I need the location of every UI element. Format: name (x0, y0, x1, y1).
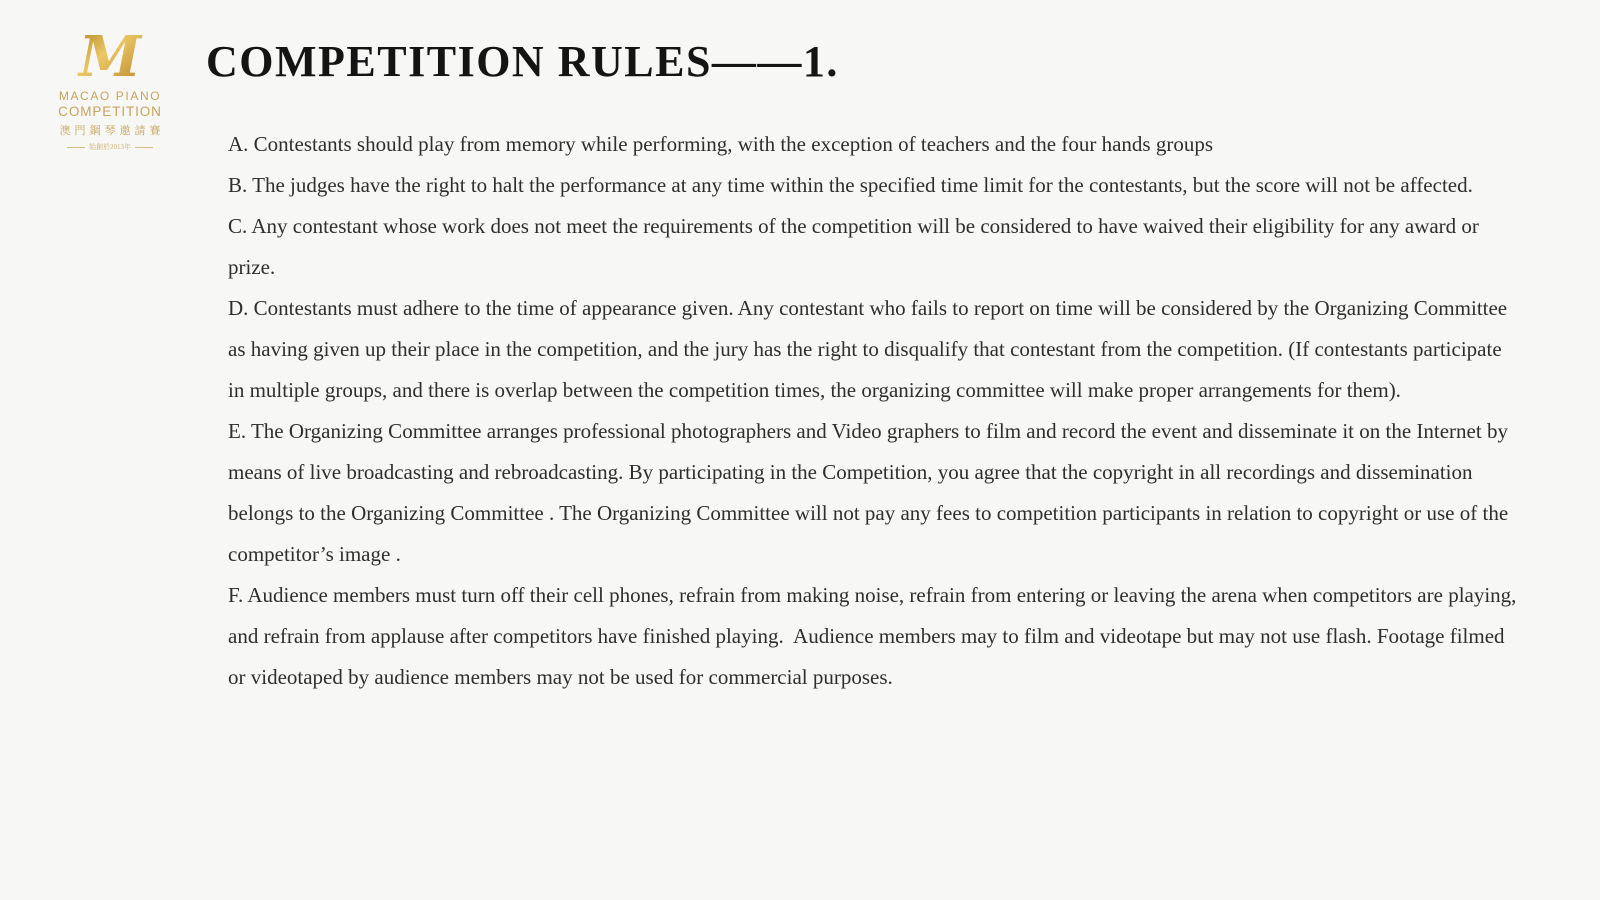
macao-piano-competition-logo (52, 26, 168, 152)
page-title: COMPETITION RULES——1. (206, 37, 839, 86)
rules-list (228, 124, 1520, 698)
logo-text-competition: COMPETITION (58, 104, 162, 119)
logo-text-since (52, 142, 168, 152)
rule-paragraph-c: C. Any contestant whose work does not meet the requirements of the competition will be considered to have waived their eligibility for any award or prize. (228, 214, 1485, 279)
logo-monogram-letter: M (79, 26, 141, 88)
rule-paragraph-f: F. Audience members must turn off their cell phones, refrain from making noise, refrain from entering or leaving the arena when competitors are playing, and refrain from applause after competitors have finished playing. Audience members may to film and videotape but may not use flash. Footage filmed or videotaped by audience members may not be used for commercial purposes. (228, 583, 1522, 689)
divider-line (67, 147, 85, 148)
rule-paragraph-d: D. Contestants must adhere to the time of appearance given. Any contestant who fails to report on time will be considered by the Organizing Committee as having given up their place in the competition, and the jury has the right to disqualify that contestant from the competition. (If contestants participate in multiple groups, and there is overlap between the competition times, the organizing committee will make proper arrangements for them). (228, 296, 1513, 402)
rule-paragraph-a: A. Contestants should play from memory while performing, with the exception of teachers and the four hands groups (228, 132, 1214, 156)
rule-paragraph-b: B. The judges have the right to halt the performance at any time within the specified time limit for the contestants, but the score will not be affected. (228, 173, 1473, 197)
logo-text-chinese: 澳門鋼琴邀請賽 (59, 125, 165, 137)
logo-text-macao-piano: MACAO PIANO (58, 89, 162, 103)
rule-paragraph-e: E. The Organizing Committee arranges professional photographers and Video graphers to film and record the event and disseminate it on the Internet by means of live broadcasting and rebroadcasting. By participating in the Competition, you agree that the copyright in all recordings and dissemination belongs to the Organizing Committee . The Organizing Committee will not pay any fees to competition participants in relation to copyright or use of the competitor’s image . (228, 419, 1514, 566)
logo-since-text: 始創於2013年 (89, 143, 131, 151)
divider-line (135, 147, 153, 148)
logo-monogram-icon (64, 26, 156, 88)
